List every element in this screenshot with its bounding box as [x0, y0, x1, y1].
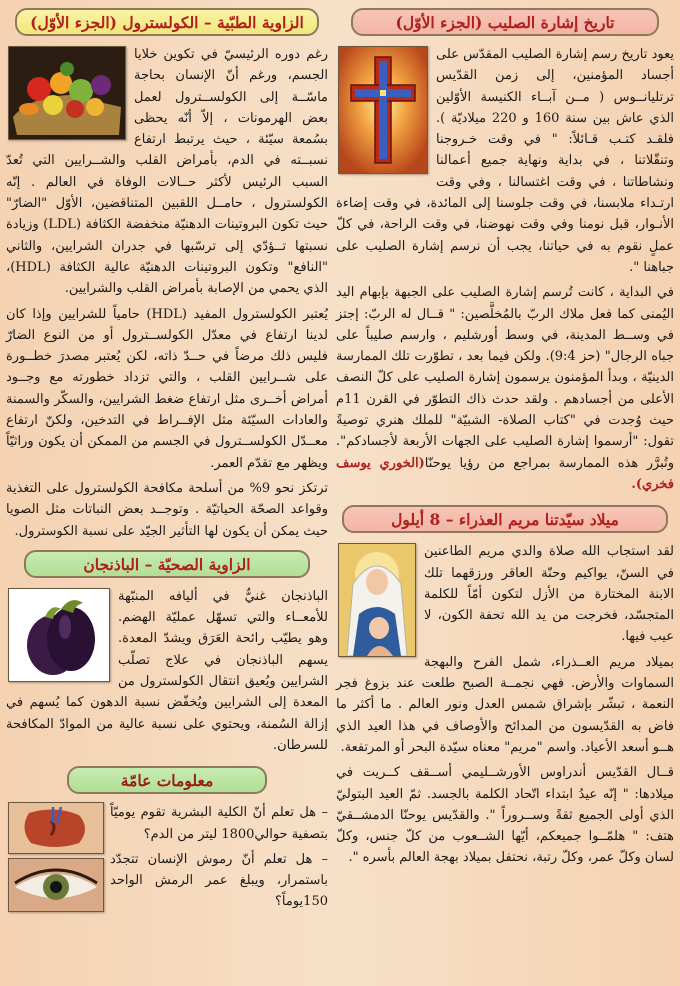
cross-paragraph-2 [336, 282, 674, 495]
left-column [0, 0, 332, 986]
cross-paragraph-2-text: في البداية ، كانت تُرسم إشارة الصليب على الجبهة بإبهام اليد اليُمنى كما فعل ملاك الربّ بالمُخلَّصين: " قــال له الربّ: إجتز في وســط المدينة، في وسط أورشليم ، وارسم صليباً على جباه الرجال" (حز 9:4). ولكن فيما بعد ، تطوّرت تلك الممارسة الدينيّة ، وبدأ المؤمنون يرسمون إشارة الصليب على كلّ النصف الأعلى من أجسادهم . ولقد حدث ذاك التطوّر في القرن 11م حيث وُجدت في "كتاب الصلاة- الشبيّة" للملك هنري توصيةً تقول: "أرسموا إشارة الصليب على الجهات الأربعة لأجسادكم". وتُبرَّر هذه الممارسة بمراجع من رؤيا يوحنّا [336, 285, 674, 471]
cross-icon [338, 46, 428, 174]
health-paragraph-1: الباذنجان غنيٌّ في أليافه المنبّهة للأمعــاء والتي تسهّل عمليّة الهضم. وهو يطيّب رائحة العَرَق ويشدّ المعدة. يسهم الباذنجان في علاج تصلّب الشرايين ويُعيق انتقال الكولسترول من المعدة إلى الشرايين ويُخفّض نسبة الدهون كما يُسهم في إزالة السُمنة، ويحتوي على نسبة عالية من الموادّ المكافحة للسرطان. [6, 588, 328, 753]
health-section-title: الزاوية الصحيّة – الباذنجان [24, 550, 310, 578]
nativity-section-title: ميلاد سيّدتنا مريم العذراء – 8 أيلول [342, 505, 668, 533]
eggplant-icon [8, 588, 110, 682]
fruits-vegetables-icon [8, 46, 126, 140]
eye-icon [8, 858, 104, 912]
kidney-icon [8, 802, 104, 854]
virgin-mary-icon [338, 543, 416, 657]
general-info-images [8, 802, 104, 912]
nativity-paragraph-2: بميلاد مريم العــذراء، شمل الفرح والبهجة السماوات والأرض. فهي نجمــة الصبح طلعت عند بزوغ فجر النعمة ، تبشّر بإشراق شمس العدل ونور العالم . ما أكثر ما فاض به القدّيسون من المدائح والأوصاف في هذا العيد الذي هــو أسعد الأعياد. واسم "مريم" معناه سيّدة البحر أو المرتفعة. [336, 654, 674, 755]
medical-paragraph-3: ترتكز نحو 9% من أسلحة مكافحة الكولسترول على التغذية وقواعد الصحّة الحياتيّة . وتوجــد بعض النباتات مثل الصويا حيث يمكن أن يكون لها التأثير الجيّد على نسبة الكوسترول. [6, 480, 328, 539]
nativity-paragraph-3: قــال القدّيس أندراوس الأورشــليمي أســقف كــريت في ميلادها: " إنّه عيدُ ابتداء اتّحاد الكلمة بالجسد. ثمّ العيد البتوليّ الذي أولى الجميع ثقةً وســروراً ". والقدّيس يوحنّا الدمشــقيّ هتف: " هلمّــوا جميعكم، أيّها الشــعوب من كلّ جنس، وكلّ لسان وكلّ عمر، وكلّ رتبة، نحتفل بميلاد بهجة العالم بأسره ". [336, 765, 674, 866]
cross-signature: (الخوري يوسف فخري). [336, 455, 674, 492]
medical-paragraph-2: يُعتبر الكولسترول المفيد (HDL) حامياً للشرايين وإذا كان لدينا ارتفاع في معدّل الكولســترول أو من النوع الضارّ فليس ذلك مرضاً في حــدّ ذاته، لكن يُعتبر مصدرَ خطــورة على شــرايين القلب ، والتي تزداد خطورته مع وجــود أمراض أخــرى مثل ارتفاع ضغط الشرايين، والسكّر والسمنة والعادات السيّئة مثل الإفــراط في التدخين، ولكنّ ارتفاع معــدّل الكولســترول في الجسم من الممكن أن يكون وراثيّاً ويظهر مع تقدّم العمر. [6, 306, 328, 471]
general-info-eyelash: – هل تعلم أنّ رموش الإنسان تتجدّد باستمرار، ويبلغ عمر الرمش الواحد 150يوماً؟ [110, 851, 328, 910]
nativity-paragraph-1: لقد استجاب الله صلاة والدي مريم الطاعنين في السنّ، يواكيم وحنّة العاقر ورزقهما تلك الابنة المختارة من الأزل لتكون أمّاً للكلمة المتجسّد، فخرجت من يد الله تحفة الكون، لا عيب فيها. [424, 544, 674, 645]
cross-paragraph-1: يعود تاريخ رسم إشارة الصليب المقدّس على أجساد المؤمنين، إلى زمن القدّيس ترتليانــوس ( مــن آبــاء الكنيسة الأوّلين الذي عاش بين سنة 160 و 220 ميلاديّة ). فلقـد كتـب قـائلاً: " في وقت خـروجنا وتنقّلاتنا ، في بداية ونهاية جميع أعمالنا ونشاطاتنا ، في وقت اغتسالنا ، وفي وقت ارتـداء ملابسنا، في وقت جلوسنا إلى المائدة، في وقت إضاءة الأنـوار، قبل نومنا وفي وقت نهوضنا، في وقت الراحة، في كلّ عملٍ نقوم به في حياتنا، يجب أن نرسم إشارة الصليب على جباهنا ". [336, 47, 674, 275]
medical-paragraph-1: رغم دوره الرئيسيّ في تكوين خلايا الجسم، ورغم أنّ الإنسان بحاجة ماسّــة إلى الكولســترول لعمل بعض الهرمونات ، إلاّ أنّه يحظى بسُمعة سيّئة ، حيث يرتبط ارتفاع نسبــته في الدم، بأمراض القلب والشــرايين التي تُعدّ السبب الرئيس لأكثر حــالات الوفاة في العالم . إنّه الكولسترول ، حامــل اللقبين المتناقضين، الأوّل "الضارّ" حيث تكون البروتينات الدهنيّة منخفضة الكثافة (LDL) وزيادة نسبتها تــؤدّي إلى ترسّبها في جدران الشرايين، والثاني "النافع" وتكون البروتينات الدهنيّة عالية الكثافة (HDL)، الذي يحمي من الإصابة بأمراض القلب والشرايين. [6, 47, 328, 297]
general-info-kidney: – هل تعلم أنّ الكلية البشرية تقوم يوميّاً بتصفية حوالي1800 ليتر من الدم؟ [110, 805, 328, 842]
cross-section-title: تاريخ إشارة الصليب (الجزء الأوّل) [351, 8, 659, 36]
medical-section-title: الزاوية الطبّية – الكولسترول (الجزء الأوّل) [15, 8, 319, 36]
right-column [332, 0, 680, 986]
general-info-title: معلومات عامّة [67, 766, 267, 794]
